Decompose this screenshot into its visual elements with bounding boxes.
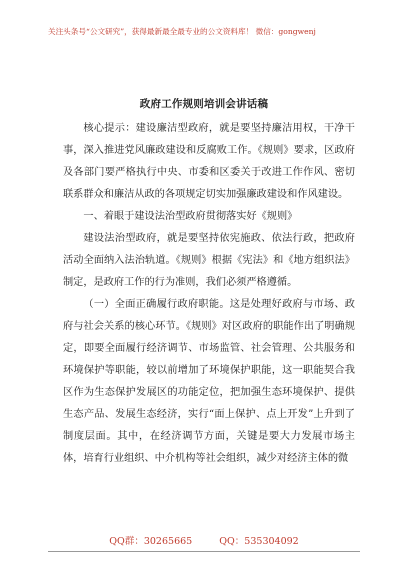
footer-contact (0, 536, 408, 548)
footer-divider (48, 551, 360, 552)
paragraph-rule-of-law: 建设法治型政府，就是要坚持依宪施政、依法行政，把政府活动全面纳入法治轨道。《规则》根据《宪法》和《地方组织法》制定，是政府工作的行为准则，我们必须严格遵循。 (63, 233, 355, 288)
paragraph-core-tip: 核心提示：建设廉洁型政府，就是要坚持廉洁用权，干净干事，深入推进党风廉政建设和反腐败工作。《规则》要求，区政府及各部门要严格执行中央、市委和区委关于改进工作作风、密切联系群众和廉洁从政的各项规定切实加强廉政建设和作风建设。 (63, 123, 355, 200)
footer-qq-number: QQ：535304092 (219, 536, 299, 547)
footer-qq-group: QQ群：30265665 (109, 536, 193, 547)
paragraph-government-functions: （一）全面正确履行政府职能。这是处理好政府与市场、政府与社会关系的核心环节。《规则》对区政府的职能作出了明确规定，即要全面履行经济调节、市场监管、社会管理、公共服务和环境保护等职能，较以前增加了环境保护职能，这一职能契合我区作为生态保护发展区的功能定位，把加强生态环境保护、提供生态产品、发展生态经济，实行“面上保护、点上开发”上升到了制度层面。其中，在经济调节方面，关键是要大力发展市场主体，培育行业组织、中介机构等社会组织，减少对经济主体的微 (63, 299, 355, 464)
document-title: 政府工作规则培训会讲话稿 (139, 98, 269, 110)
document-body (63, 118, 355, 470)
paragraph-section-heading: 一、着眼于建设法治型政府贯彻落实好《规则》 (83, 211, 298, 222)
header-promo-note: 关注头条号“公文研究”，获得最新最全最专业的公文资料库！ 微信：gongwenj (48, 27, 316, 36)
